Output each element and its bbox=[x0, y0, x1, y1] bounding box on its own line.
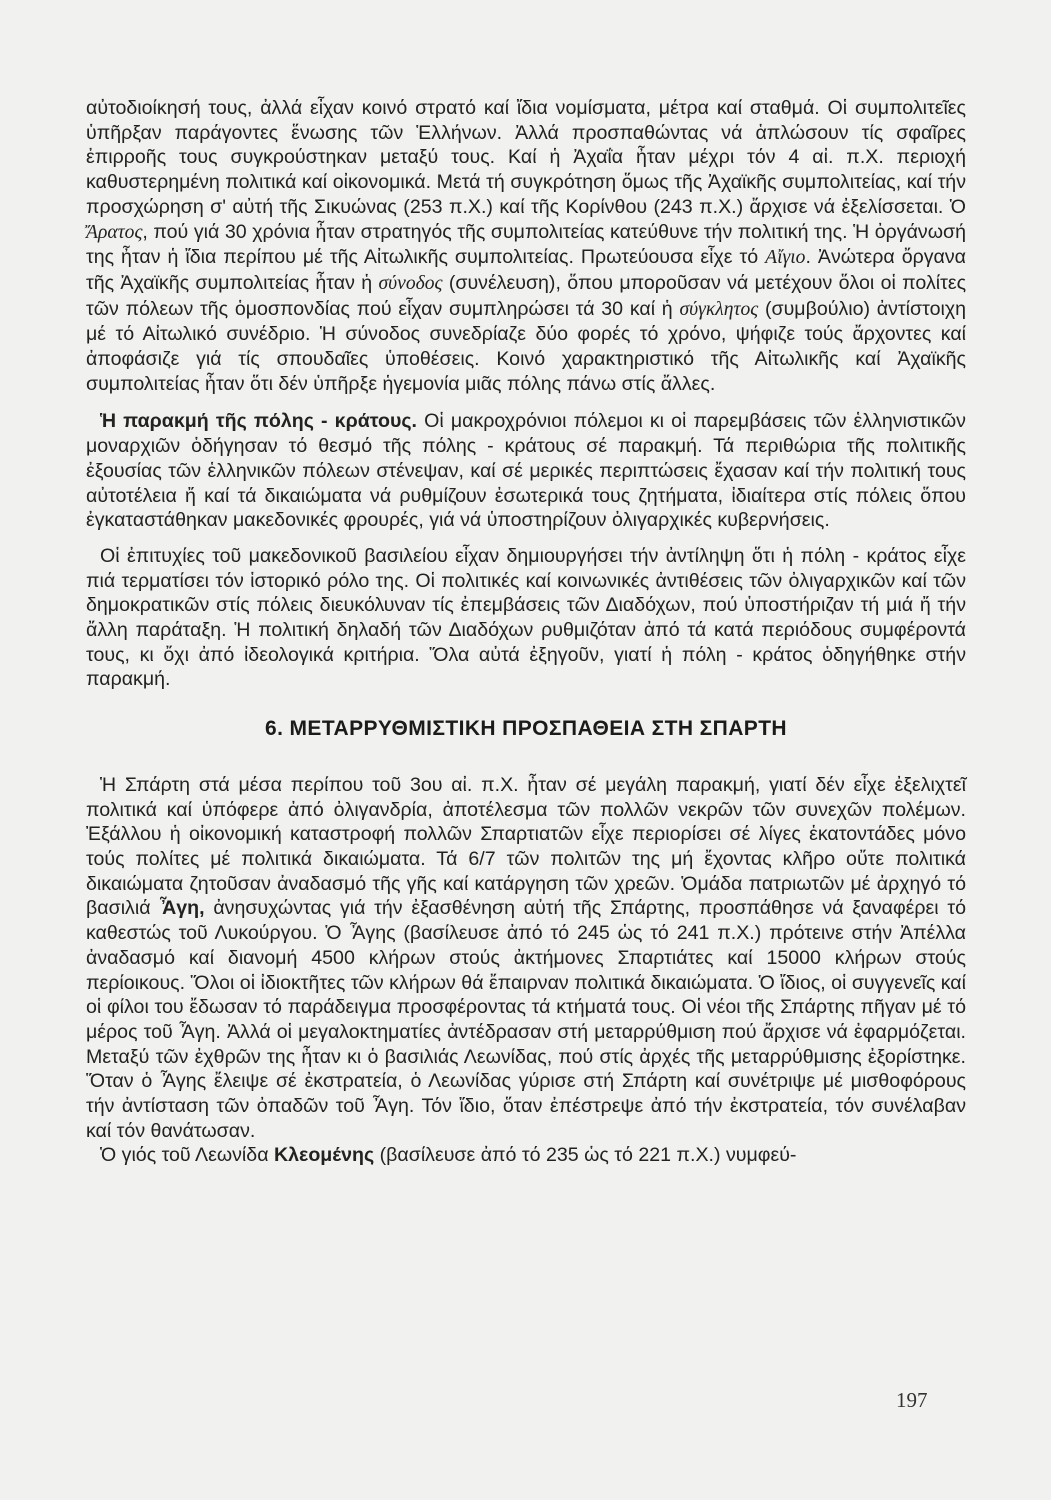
subheading: Ἡ παρακμή τῆς πόλης - κράτους. bbox=[100, 410, 417, 433]
section-heading: 6. ΜΕΤΑΡΡΥΘΜΙΣΤΙΚΗ ΠΡΟΣΠΑΘΕΙΑ ΣΤΗ ΣΠΑΡΤΗ bbox=[264, 717, 787, 741]
paragraph-macedonian-success: Οἱ ἐπιτυχίες τοῦ μακεδονικοῦ βασιλείου εἶχαν δημιουργήσει τήν ἀντίληψη ὅτι ἡ πόλη - κράτος εἶχε πιά τερματίσει τόν ἱστορικό ρόλο της. Οἱ πολιτικές καί κοινωνικές ἀντιθέσεις τῶν ὀλιγαρχικῶν καί τῶν δημοκρατικῶν στίς πόλεις διευκόλυναν τίς ἐπεμβάσεις τῶν Διαδόχων, πού ὑποστήριζαν τή μιά ἤ τήν ἄλλη παράταξη. Ἡ πολιτική δηλαδή τῶν Διαδόχων ρυθμιζόταν ἀπό τά κατά περιόδους συμφέροντά τους, κι ὄχι ἀπό ἰδεολογικά κριτήρια. Ὅλα αὐτά ἐξηγοῦν, γιατί ἡ πόλη - κράτος ὁδηγήθηκε στήν παρακμή. bbox=[86, 544, 966, 691]
paragraph-achaean-league: αὐτοδιοίκησή τους, ἀλλά εἶχαν κοινό στρατό καί ἴδια νομίσματα, μέτρα καί σταθμά. Οἱ συμπολιτεῖες ὑπῆρξαν παράγοντες ἕνωσης τῶν Ἑλλήνων. Ἀλλά προσπαθώντας νά ἁπλώσουν τίς σφαῖρες ἐπιρροῆς τους συγκρούστηκαν μεταξύ τους. Καί ἡ Ἀχαΐα ἦταν μέχρι τόν 4 αἰ. π.Χ. περιοχή καθυστερημένη πολιτικά καί οἰκονομικά. Μετά τή συγκρότηση ὅμως τῆς Ἀχαϊκῆς συμπολιτείας, καί τήν προσχώρηση σ' αὐτή τῆς Σικυώνας (253 π.Χ.) καί τῆς Κορίνθου (243 π.Χ.) ἄρχισε νά ἐξελίσσεται. Ὁ Ἄρατος, πού γιά 30 χρόνια ἦταν στρατηγός τῆς συμπολιτείας κατεύθυνε τήν πολιτική της. Ἡ ὀργάνωσή της ἦταν ἡ ἴδια περίπου μέ τῆς Αἰτωλικῆς συμπολιτείας. Πρωτεύουσα εἶχε τό Αἴγιο. Ἀνώτερα ὄργανα τῆς Ἀχαϊκῆς συμπολιτείας ἦταν ἡ σύνοδος (συνέλευση), ὅπου μποροῦσαν νά μετέχουν ὅλοι οἱ πολίτες τῶν πόλεων τῆς ὁμοσπονδίας πού εἶχαν συμπληρώσει τά 30 καί ἡ σύγκλητος (συμβούλιο) ἀντίστοιχη μέ τό Αἰτωλικό συνέδριο. Ἡ σύνοδος συνεδρίαζε δύο φορές τό χρόνο, ψήφιζε τούς ἄρχοντες καί ἀποφάσιζε γιά τίς σπουδαῖες ὑποθέσεις. Κοινό χαρακτηριστικό τῆς Αἰτωλικῆς καί Ἀχαϊκῆς συμπολιτείας ἦταν ὅτι δέν ὑπῆρξε ἡγεμονία μιᾶς πόλης πάνω στίς ἄλλες. bbox=[86, 97, 967, 395]
page-number: 197 bbox=[896, 1388, 928, 1412]
paragraph-sparta: Ἡ Σπάρτη στά μέσα περίπου τοῦ 3ου αἰ. π.Χ. ἦταν σέ μεγάλη παρακμή, γιατί δέν εἶχε ἐξελιχτεῖ πολιτικά καί ὑπόφερε ἀπό ὀλιγανδρία, ἀποτέλεσμα τῶν πολλῶν νεκρῶν τῶν συνεχῶν πολέμων. Ἐξάλλου ἡ οἰκονομική καταστροφή πολλῶν Σπαρτιατῶν εἶχε περιορίσει σέ λίγες ἑκατοντάδες μόνο τούς πολίτες μέ πολιτικά δικαιώματα. Τά 6/7 τῶν πολιτῶν της μή ἔχοντας κλῆρο οὔτε πολιτικά δικαιώματα ζητοῦσαν ἀναδασμό τῆς γῆς καί κατάργηση τῶν χρεῶν. Ὁμάδα πατριωτῶν μέ ἀρχηγό τό βασιλιά Ἆγη, ἀνησυχώντας γιά τήν ἐξασθένηση αὐτή τῆς Σπάρτης, προσπάθησε νά ξαναφέρει τό καθεστώς τοῦ Λυκούργου. Ὁ Ἆγης (βασίλευσε ἀπό τό 245 ὡς τό 241 π.Χ.) πρότεινε στήν Ἀπέλλα ἀναδασμό καί διανομή 4500 κλήρων στούς ἀκτήμονες Σπαρτιάτες καί 15000 κλήρων στούς περίοικους. Ὅλοι οἱ ἰδιοκτῆτες τῶν κλήρων θά ἔπαιρναν πολιτικά δικαιώματα. Ὁ ἴδιος, οἱ συγγενεῖς καί οἱ φίλοι του ἔδωσαν τό παράδειγμα προσφέροντας τά κτήματά τους. Οἱ νέοι τῆς Σπάρτης πῆγαν μέ τό μέρος τοῦ Ἆγη. Ἀλλά οἱ μεγαλοκτηματίες ἀντέδρασαν στή μεταρρύθμιση πού ἄρχισε νά ἐφαρμόζεται. Μεταξύ τῶν ἐχθρῶν της ἦταν κι ὁ βασιλιάς Λεωνίδας, πού στίς ἀρχές τῆς μεταρρύθμισης ἐξορίστηκε. Ὅταν ὁ Ἆγης ἔλειψε σέ ἐκστρατεία, ὁ Λεωνίδας γύρισε στή Σπάρτη καί συνέτριψε μέ μισθοφόρους τήν ἀντίσταση τῶν ὀπαδῶν τοῦ Ἆγη. Τόν ἴδιο, ὅταν ἐπέστρεψε ἀπό τήν ἐκστρατεία, τόν συνέλαβαν καί τόν θανάτωσαν. bbox=[86, 773, 966, 1142]
paragraph-kleomenes: Ὁ γιός τοῦ Λεωνίδα Κλεομένης (βασίλευσε ἀπό τό 235 ὡς τό 221 π.Χ.) νυμφεύ- bbox=[100, 1144, 797, 1167]
paragraph-city-state-decline: Ἡ παρακμή τῆς πόλης - κράτους. Οἱ μακροχρόνιοι πόλεμοι κι οἱ παρεμβάσεις τῶν ἑλληνιστικῶν μοναρχιῶν ὁδήγησαν τό θεσμό τῆς πόλης - κράτους σέ παρακμή. Τά περιθώρια τῆς πολιτικῆς ἐξουσίας τῶν ἑλληνικῶν πόλεων στένεψαν, καί σέ μερικές περιπτώσεις ἔχασαν καί τήν πολιτική τους αὐτοτέλεια ἤ καί τά δικαιώματα νά ρυθμίζουν ἐσωτερικά τους ζητήματα, ἰδιαίτερα στίς πόλεις ὅπου ἐγκαταστάθηκαν μακεδονικές φρουρές, γιά νά ὑποστηρίζουν ὀλιγαρχικές κυβερνήσεις. bbox=[86, 410, 966, 532]
page-body bbox=[86, 96, 966, 1168]
